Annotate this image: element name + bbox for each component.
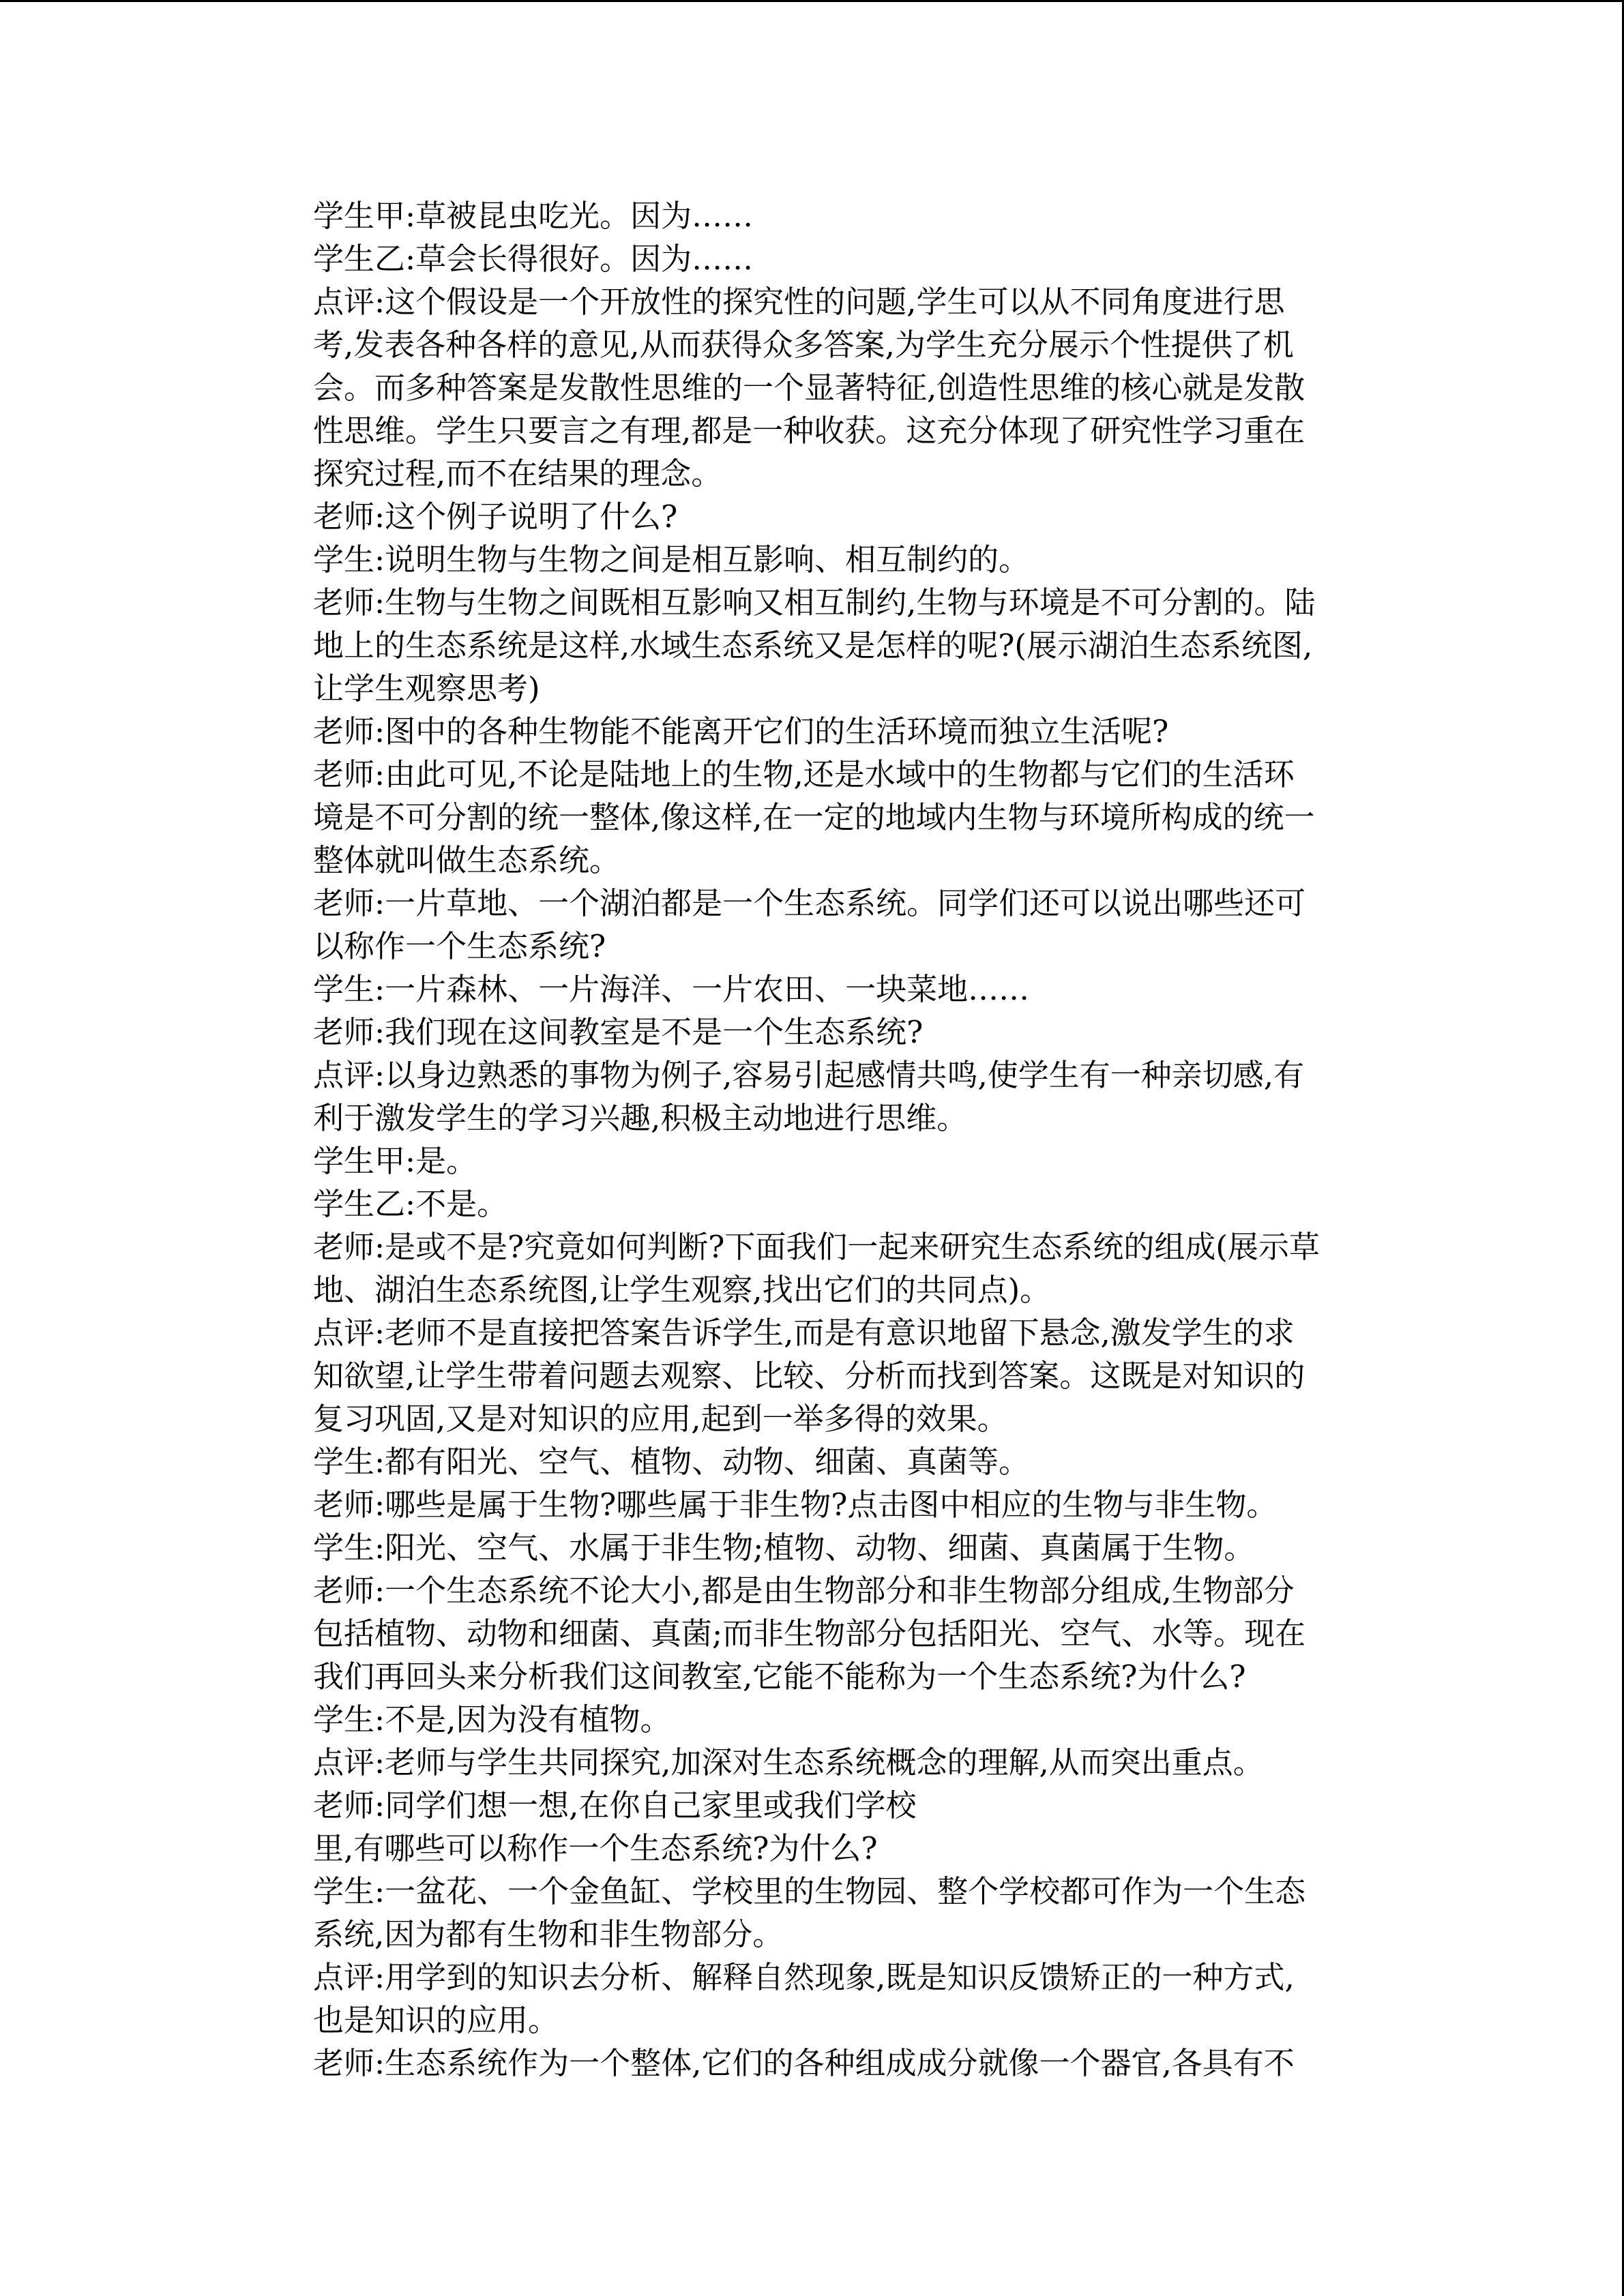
text-line: 探究过程,而不在结果的理念。 [313,456,722,492]
text-line: 学生:都有阳光、空气、植物、动物、细菌、真菌等。 [313,1444,1030,1480]
text-line: 点评:这个假设是一个开放性的探究性的问题,学生可以从不同角度进行思 [313,284,1285,320]
text-line: 老师:一个生态系统不论大小,都是由生物部分和非生物部分组成,生物部分 [313,1572,1295,1609]
text-line: 整体就叫做生态系统。 [313,842,621,878]
text-line: 里,有哪些可以称作一个生态系统?为什么? [313,1830,878,1866]
text-line: 老师:生态系统作为一个整体,它们的各种组成成分就像一个器官,各具有不 [313,2045,1295,2081]
text-line: 学生:一片森林、一片海洋、一片农田、一块菜地…… [313,971,1030,1007]
text-line: 老师:图中的各种生物能不能离开它们的生活环境而独立生活呢? [313,713,1169,749]
text-line: 老师:生物与生物之间既相互影响又相互制约,生物与环境是不可分割的。陆 [313,584,1316,621]
text-line: 老师:由此可见,不论是陆地上的生物,还是水域中的生物都与它们的生活环 [313,756,1295,792]
text-line: 点评:以身边熟悉的事物为例子,容易引起感情共鸣,使学生有一种亲切感,有 [313,1057,1305,1093]
text-line: 学生:说明生物与生物之间是相互影响、相互制约的。 [313,541,1030,578]
text-line: 包括植物、动物和细菌、真菌;而非生物部分包括阳光、空气、水等。现在 [313,1615,1306,1652]
text-line: 我们再回头来分析我们这间教室,它能不能称为一个生态系统?为什么? [313,1658,1246,1695]
text-line: 学生乙:不是。 [313,1186,508,1222]
text-line: 老师:是或不是?究竟如何判断?下面我们一起来研究生态系统的组成(展示草 [313,1229,1320,1265]
text-line: 也是知识的应用。 [313,2002,559,2038]
text-line: 老师:一片草地、一个湖泊都是一个生态系统。同学们还可以说出哪些还可 [313,885,1306,921]
text-line: 老师:同学们想一想,在你自己家里或我们学校 [313,1787,917,1823]
text-line: 学生甲:草被昆虫吃光。因为…… [313,198,754,234]
text-line: 复习巩固,又是对知识的应用,起到一举多得的效果。 [313,1401,1008,1437]
text-line: 点评:用学到的知识去分析、解释自然现象,既是知识反馈矫正的一种方式, [313,1959,1295,1995]
text-line: 地上的生态系统是这样,水域生态系统又是怎样的呢?(展示湖泊生态系统图, [313,627,1313,664]
text-line: 学生:阳光、空气、水属于非生物;植物、动物、细菌、真菌属于生物。 [313,1530,1255,1566]
text-line: 学生乙:草会长得很好。因为…… [313,241,754,277]
text-line: 知欲望,让学生带着问题去观察、比较、分析而找到答案。这既是对知识的 [313,1358,1305,1394]
text-line: 考,发表各种各样的意见,从而获得众多答案,为学生充分展示个性提供了机 [313,327,1294,363]
text-line: 地、湖泊生态系统图,让学生观察,找出它们的共同点)。 [313,1272,1051,1308]
text-line: 以称作一个生态系统? [313,928,606,964]
text-line: 点评:老师与学生共同探究,加深对生态系统概念的理解,从而突出重点。 [313,1744,1264,1780]
text-line: 老师:这个例子说明了什么? [313,498,678,535]
text-line: 学生甲:是。 [313,1143,477,1179]
text-line: 学生:一盆花、一个金鱼缸、学校里的生物园、整个学校都可作为一个生态 [313,1873,1306,1909]
text-line: 利于激发学生的学习兴趣,积极主动地进行思维。 [313,1100,968,1136]
text-line: 让学生观察思考) [313,670,540,706]
text-line: 系统,因为都有生物和非生物部分。 [313,1916,784,1952]
text-line: 会。而多种答案是发散性思维的一个显著特征,创造性思维的核心就是发散 [313,370,1305,406]
text-line: 老师:我们现在这间教室是不是一个生态系统? [313,1014,924,1050]
text-line: 老师:哪些是属于生物?哪些属于非生物?点击图中相应的生物与非生物。 [313,1487,1278,1523]
text-line: 性思维。学生只要言之有理,都是一种收获。这充分体现了研究性学习重在 [313,413,1305,449]
text-line: 学生:不是,因为没有植物。 [313,1701,671,1738]
document-body [313,194,1377,2085]
text-line: 境是不可分割的统一整体,像这样,在一定的地域内生物与环境所构成的统一 [313,799,1315,835]
text-line: 点评:老师不是直接把答案告诉学生,而是有意识地留下悬念,激发学生的求 [313,1315,1295,1351]
